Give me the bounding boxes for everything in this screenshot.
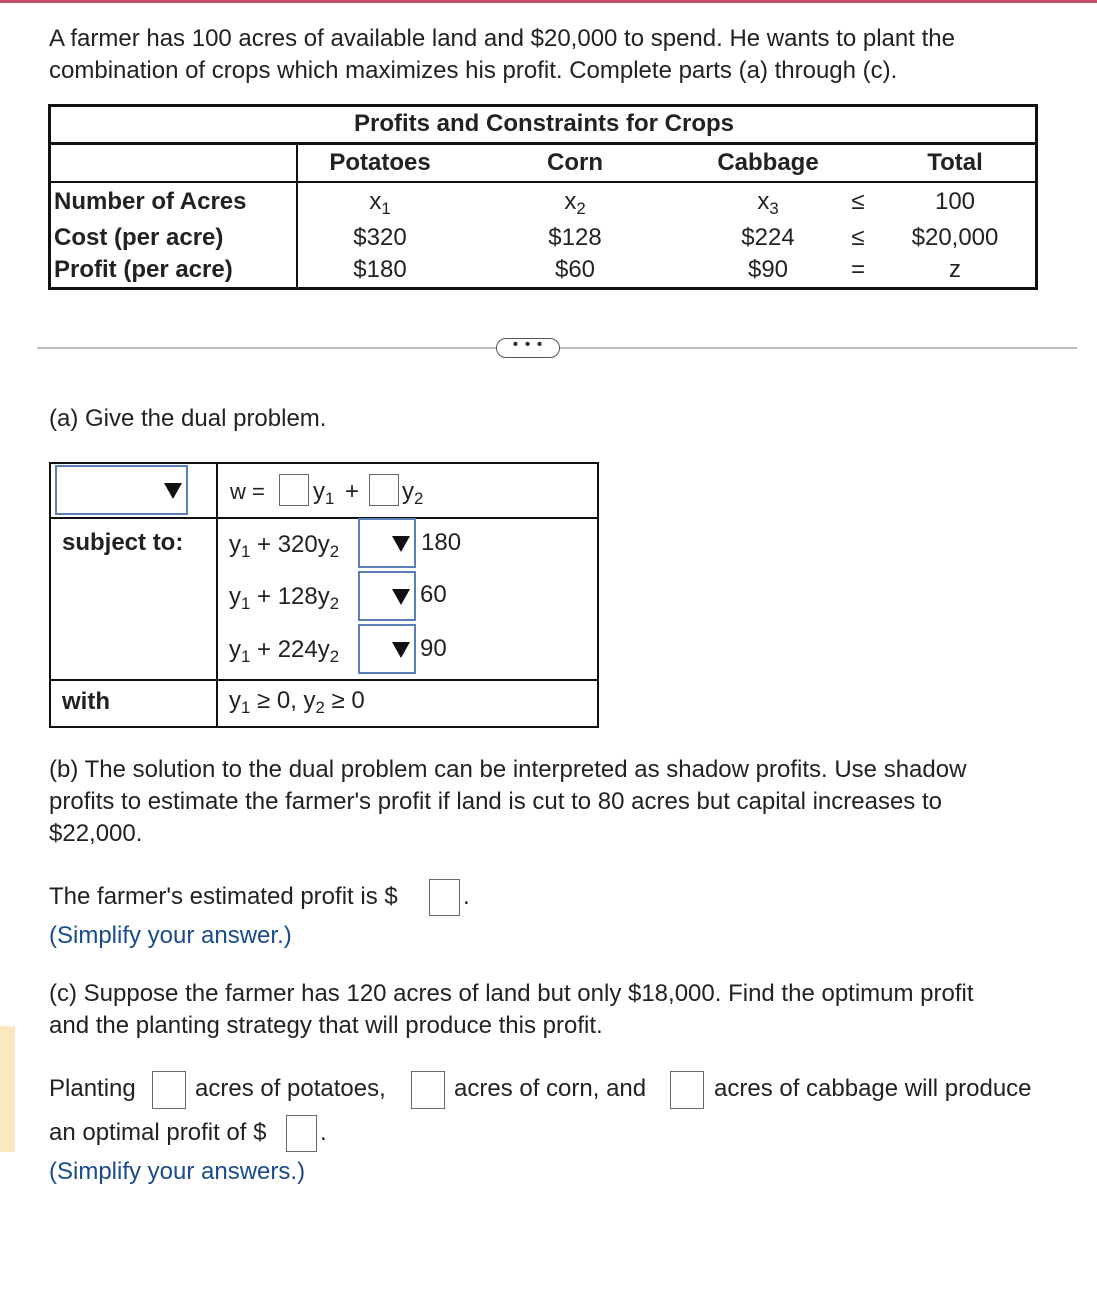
intro-line-2: combination of crops which maximizes his profit. Complete parts (a) through (c).	[49, 57, 898, 84]
potatoes-label: acres of potatoes,	[195, 1075, 386, 1102]
constraint-1-rhs: 180	[421, 529, 462, 556]
dropdown-arrow-icon	[392, 642, 410, 658]
cabbage-label: acres of cabbage will produce	[714, 1075, 1032, 1102]
total-cost: $20,000	[911, 224, 999, 251]
planting-label: Planting	[49, 1075, 136, 1102]
profit-corn: $60	[554, 256, 596, 283]
part-a-prompt: (a) Give the dual problem.	[49, 405, 327, 432]
crop-table	[48, 104, 1038, 290]
dropdown-arrow-icon	[392, 536, 410, 552]
constraint-1-relation-dropdown[interactable]	[358, 518, 416, 568]
dropdown-arrow-icon	[392, 589, 410, 605]
total-profit: z	[949, 256, 961, 283]
part-b-answer-prefix: The farmer's estimated profit is $	[49, 883, 398, 910]
header-total: Total	[927, 149, 983, 176]
cost-corn: $128	[548, 224, 602, 251]
crop-table-title: Profits and Constraints for Crops	[353, 110, 735, 137]
relation-cost: ≤	[851, 224, 865, 251]
cost-cabbage: $224	[741, 224, 795, 251]
constraint-1: $y_1 + 320y_2$	[229, 531, 340, 562]
part-b-answer-suffix: .	[463, 883, 470, 910]
part-c-line-2: and the planting strategy that will produce this profit.	[49, 1012, 603, 1039]
constraint-3-rhs: 90	[420, 635, 447, 662]
objective-y2: $y_2$	[402, 478, 424, 509]
relation-profit: =	[850, 256, 866, 283]
cost-potatoes: $320	[353, 224, 407, 251]
part-c-hint: (Simplify your answers.)	[49, 1158, 306, 1185]
acres-potatoes: $x_1$	[369, 188, 391, 219]
intro-line-1: A farmer has 100 acres of available land and $20,000 to spend. He wants to plant the	[49, 25, 955, 52]
row-label-profit: Profit (per acre)	[54, 256, 233, 283]
objective-w: w =	[230, 479, 265, 504]
constraint-3-relation-dropdown[interactable]	[358, 624, 416, 674]
profit-cabbage: $90	[747, 256, 789, 283]
corn-label: acres of corn, and	[454, 1075, 647, 1102]
row-label-cost: Cost (per acre)	[54, 224, 224, 251]
profit-potatoes: $180	[353, 256, 407, 283]
objective-plus: +	[345, 478, 360, 505]
top-accent-bar	[0, 0, 1097, 3]
constraint-2-rhs: 60	[420, 581, 447, 608]
estimated-profit-input[interactable]	[429, 879, 460, 916]
dropdown-arrow-icon	[164, 483, 182, 499]
total-acres: 100	[934, 188, 976, 215]
acres-corn: $x_2$	[564, 188, 586, 219]
optimal-profit-prefix: an optimal profit of $	[49, 1119, 267, 1146]
sidebar-highlight	[0, 1026, 15, 1152]
nonnegativity-constraint: $y_1 \ge 0$, $y_2 \ge 0$	[229, 687, 365, 718]
part-b-line-3: $22,000.	[49, 820, 143, 847]
potatoes-acres-input[interactable]	[152, 1071, 186, 1109]
constraint-2-relation-dropdown[interactable]	[358, 571, 416, 621]
part-c-line-1: (c) Suppose the farmer has 120 acres of land but only $18,000. Find the optimum profit	[49, 980, 974, 1007]
constraint-2: $y_1 + 128y_2$	[229, 583, 340, 614]
corn-acres-input[interactable]	[411, 1071, 445, 1109]
cabbage-acres-input[interactable]	[670, 1071, 704, 1109]
y2-coefficient-input[interactable]	[369, 474, 399, 506]
acres-cabbage: $x_3$	[757, 188, 779, 219]
more-button[interactable]: • • •	[496, 338, 560, 358]
relation-acres: ≤	[851, 188, 865, 215]
header-potatoes: Potatoes	[329, 149, 431, 176]
objective-y1: $y_1$	[313, 478, 335, 509]
row-label-acres: Number of Acres	[54, 188, 247, 215]
part-b-hint: (Simplify your answer.)	[49, 922, 292, 949]
constraint-3: $y_1 + 224y_2$	[229, 636, 340, 667]
y1-coefficient-input[interactable]	[279, 474, 309, 506]
subject-to-label: subject to:	[62, 529, 184, 556]
header-corn: Corn	[547, 149, 603, 176]
header-cabbage: Cabbage	[717, 149, 819, 176]
with-label: with	[62, 688, 110, 715]
part-b-line-1: (b) The solution to the dual problem can be interpreted as shadow profits. Use shadow	[49, 756, 967, 783]
part-b-line-2: profits to estimate the farmer's profit if land is cut to 80 acres but capital increases to	[49, 788, 942, 815]
optimal-profit-input[interactable]	[286, 1115, 317, 1152]
optimal-profit-suffix: .	[320, 1119, 327, 1146]
objective-type-dropdown[interactable]	[55, 465, 188, 515]
